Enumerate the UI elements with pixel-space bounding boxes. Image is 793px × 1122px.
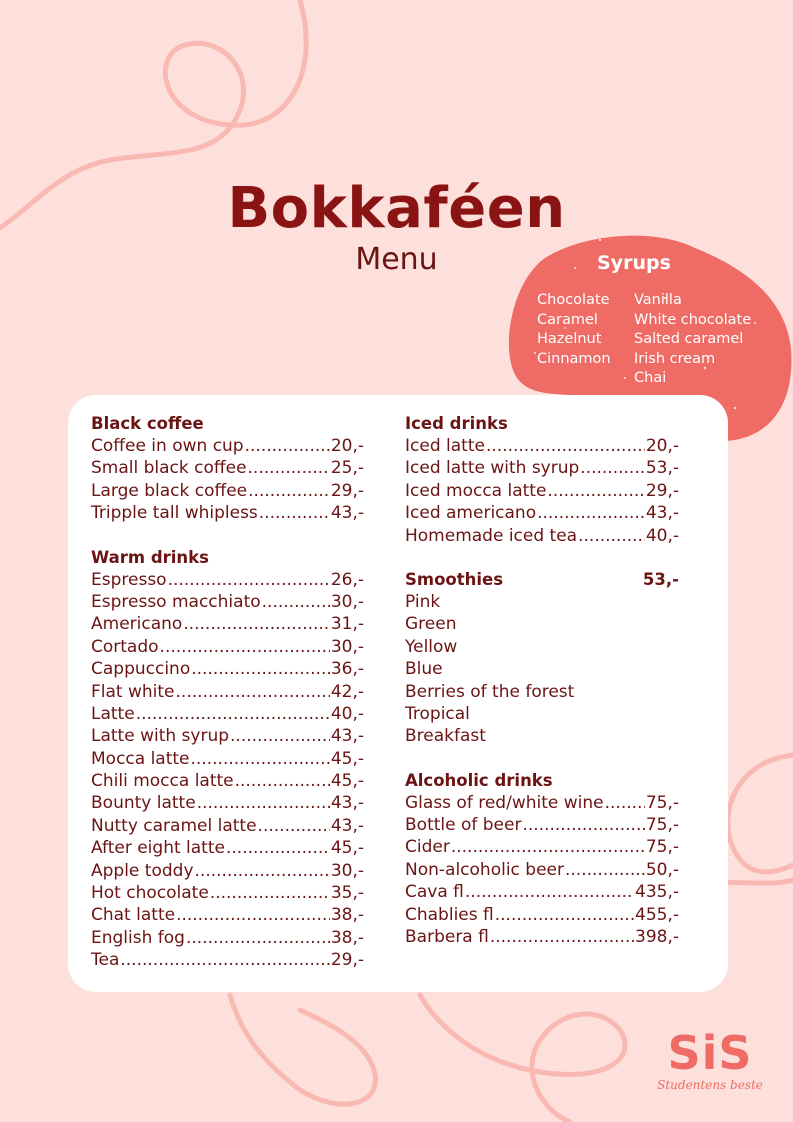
menu-item-name: Bottle of beer — [405, 815, 522, 836]
menu-item — [91, 569, 364, 591]
menu-item — [91, 613, 364, 635]
menu-item-name: Iced mocca latte — [405, 480, 547, 501]
dot-leader — [451, 836, 645, 858]
menu-item-price: 30,- — [330, 591, 364, 612]
menu-item-price: 53,- — [645, 458, 679, 479]
menu-item-price: 40,- — [330, 703, 364, 724]
logo-mark: SiS — [667, 1026, 753, 1080]
dot-leader — [486, 435, 645, 457]
dot-leader — [248, 457, 330, 479]
logo-tagline: Studentens beste — [657, 1078, 763, 1092]
section-heading: Warm drinks — [91, 547, 209, 567]
smoothie-item: Pink — [405, 591, 441, 612]
dot-leader — [565, 859, 645, 881]
smoothie-item: Tropical — [405, 703, 470, 724]
syrups-list-right — [634, 291, 751, 389]
syrup-item: Cinnamon — [537, 350, 611, 367]
menu-item — [405, 926, 679, 948]
menu-item-name: After eight latte — [91, 838, 225, 859]
dot-leader — [495, 904, 634, 926]
menu-item-price: 398,- — [635, 927, 679, 948]
menu-item — [91, 681, 364, 703]
smoothie-item: Blue — [405, 659, 443, 680]
dot-leader — [522, 814, 644, 836]
menu-item-name: Small black coffee — [91, 458, 247, 479]
menu-item-price: 43,- — [330, 726, 364, 747]
page-title: Bokkaféen — [227, 176, 566, 241]
menu-item-price: 40,- — [645, 525, 679, 546]
menu-item — [91, 770, 364, 792]
menu-column-right — [405, 413, 679, 948]
dot-leader — [176, 904, 330, 926]
menu-item — [405, 836, 679, 858]
menu-item-name: Apple toddy — [91, 860, 194, 881]
syrup-item: Salted caramel — [634, 331, 744, 347]
menu-item — [91, 725, 364, 747]
dot-leader — [160, 636, 330, 658]
menu-item-price: 20,- — [330, 436, 364, 456]
menu-item-price: 38,- — [330, 927, 364, 948]
dot-leader — [195, 860, 330, 882]
dot-leader — [186, 927, 330, 949]
menu-item — [91, 837, 364, 859]
menu-item — [91, 882, 364, 904]
menu-item-name: Cider — [405, 837, 450, 858]
menu-item-name: Chablies fl — [405, 904, 494, 925]
dot-leader — [259, 502, 330, 524]
menu-column-left — [91, 413, 364, 972]
menu-item-price: 43,- — [330, 793, 364, 814]
menu-item — [405, 881, 679, 903]
dot-leader — [176, 681, 330, 703]
menu-item — [91, 748, 364, 770]
dot-leader — [537, 502, 645, 524]
black-coffee-list — [91, 435, 364, 525]
menu-item — [91, 502, 364, 524]
menu-item-name: English fog — [91, 927, 185, 948]
alcoholic-drinks-list — [405, 792, 679, 949]
menu-item-name: Mocca latte — [91, 748, 190, 769]
menu-item-price: 38,- — [330, 905, 364, 926]
menu-item-price: 43,- — [330, 503, 364, 524]
menu-item — [91, 949, 364, 971]
menu-item — [405, 502, 679, 524]
dot-leader — [230, 725, 330, 747]
menu-item — [91, 792, 364, 814]
menu-item-price: 45,- — [330, 748, 364, 769]
dot-leader — [578, 525, 645, 547]
menu-item-name: Homemade iced tea — [405, 525, 578, 546]
section-heading: Smoothies 53,- — [405, 569, 679, 589]
section-heading: Iced drinks — [405, 414, 508, 433]
syrup-item: Irish cream — [634, 350, 716, 367]
menu-item-name: Tea — [91, 950, 120, 971]
dot-leader — [210, 882, 330, 904]
dot-leader — [258, 815, 330, 837]
syrup-item: Vanilla — [634, 292, 682, 308]
menu-item — [405, 859, 679, 881]
menu-item-price: 30,- — [330, 860, 364, 881]
menu-item — [91, 457, 364, 479]
menu-item-price: 31,- — [330, 614, 364, 635]
menu-item — [91, 658, 364, 680]
smoothie-item: Yellow — [405, 636, 458, 657]
dot-leader — [136, 703, 330, 725]
menu-item-name: Barbera fl — [405, 927, 489, 948]
menu-item-price: 43,- — [645, 503, 679, 524]
warm-drinks-list — [91, 569, 364, 972]
menu-item — [91, 591, 364, 613]
menu-item-name: Espresso — [91, 569, 167, 590]
menu-item — [91, 435, 364, 457]
dot-leader — [226, 837, 330, 859]
iced-drinks-list — [405, 435, 679, 547]
menu-item — [91, 480, 364, 502]
menu-item-name: Latte — [91, 703, 135, 724]
dot-leader — [580, 457, 645, 479]
menu-item-price: 29,- — [645, 480, 679, 501]
sis-logo — [655, 1026, 765, 1092]
dot-leader — [183, 613, 330, 635]
menu-item — [405, 525, 679, 547]
menu-item-name: Hot chocolate — [91, 883, 209, 904]
menu-item — [405, 480, 679, 502]
syrup-item: Caramel — [537, 311, 598, 328]
menu-item-price: 75,- — [645, 837, 679, 858]
menu-item-name: Iced latte with syrup — [405, 458, 580, 479]
menu-item-name: Glass of red/white wine — [405, 792, 604, 813]
dot-leader — [547, 480, 644, 502]
dot-leader — [245, 435, 330, 457]
menu-item-name: Coffee in own cup — [91, 436, 244, 456]
menu-item-price: 42,- — [330, 681, 364, 702]
dot-leader — [120, 949, 329, 971]
section-heading: Alcoholic drinks — [405, 770, 553, 790]
menu-item — [91, 860, 364, 882]
menu-item — [405, 457, 679, 479]
menu-item-price: 75,- — [645, 815, 679, 836]
syrups-heading: Syrups — [597, 252, 671, 274]
smoothies-price: 53,- — [642, 569, 679, 589]
menu-item-price: 435,- — [635, 882, 679, 903]
menu-item-price: 455,- — [635, 904, 679, 925]
menu-item — [91, 636, 364, 658]
menu-item-price: 29,- — [330, 480, 364, 501]
menu-item — [91, 904, 364, 926]
menu-item-name: Chili mocca latte — [91, 771, 234, 792]
menu-item — [405, 792, 679, 814]
section-heading: Black coffee — [91, 414, 204, 433]
menu-item — [91, 927, 364, 949]
menu-item-name: Iced latte — [405, 436, 485, 456]
menu-item-price: 20,- — [645, 436, 679, 456]
menu-item — [91, 815, 364, 837]
dot-leader — [465, 881, 634, 903]
smoothie-item: Berries of the forest — [405, 681, 575, 702]
smoothies-list — [405, 591, 679, 748]
menu-item-name: Bounty latte — [91, 793, 196, 814]
menu-item-price: 35,- — [330, 883, 364, 904]
menu-item-price: 75,- — [645, 792, 679, 813]
menu-item-name: Americano — [91, 614, 183, 635]
menu-item-name: Iced americano — [405, 503, 537, 524]
smoothie-item: Green — [405, 614, 457, 635]
smoothie-item: Breakfast — [405, 726, 486, 747]
menu-item-name: Tripple tall whipless — [91, 503, 258, 524]
menu-item — [405, 435, 679, 457]
syrup-item: Chai — [634, 370, 667, 386]
menu-item-price: 43,- — [330, 815, 364, 836]
menu-item-name: Cava fl — [405, 882, 464, 903]
syrup-item: White chocolate — [634, 311, 752, 328]
menu-item-price: 50,- — [645, 859, 679, 880]
menu-item-name: Flat white — [91, 681, 175, 702]
dot-leader — [191, 658, 330, 680]
menu-item-name: Large black coffee — [91, 480, 248, 501]
menu-item-name: Latte with syrup — [91, 726, 230, 747]
menu-item-price: 45,- — [330, 771, 364, 792]
dot-leader — [197, 792, 330, 814]
menu-item-price: 25,- — [330, 458, 364, 479]
menu-item-name: Espresso macchiato — [91, 591, 261, 612]
syrup-item: Hazelnut — [537, 331, 602, 347]
menu-item — [405, 904, 679, 926]
menu-item-price: 26,- — [330, 569, 364, 590]
dot-leader — [248, 480, 330, 502]
dot-leader — [235, 770, 330, 792]
menu-item-name: Cappuccino — [91, 659, 191, 680]
menu-item-name: Chat latte — [91, 905, 176, 926]
syrups-list-left — [537, 291, 611, 369]
menu-item-name: Cortado — [91, 636, 159, 657]
menu-item — [405, 814, 679, 836]
dot-leader — [490, 926, 634, 948]
syrup-item: Chocolate — [537, 292, 610, 308]
menu-item-price: 29,- — [330, 950, 364, 971]
dot-leader — [605, 792, 645, 814]
page-subtitle: Menu — [355, 242, 438, 277]
menu-item-price: 45,- — [330, 838, 364, 859]
dot-leader — [191, 748, 330, 770]
menu-item — [91, 703, 364, 725]
menu-item-price: 30,- — [330, 636, 364, 657]
dot-leader — [168, 569, 330, 591]
dot-leader — [262, 591, 330, 613]
menu-item-name: Nutty caramel latte — [91, 815, 257, 836]
menu-item-name: Non-alcoholic beer — [405, 859, 564, 880]
menu-item-price: 36,- — [330, 659, 364, 680]
